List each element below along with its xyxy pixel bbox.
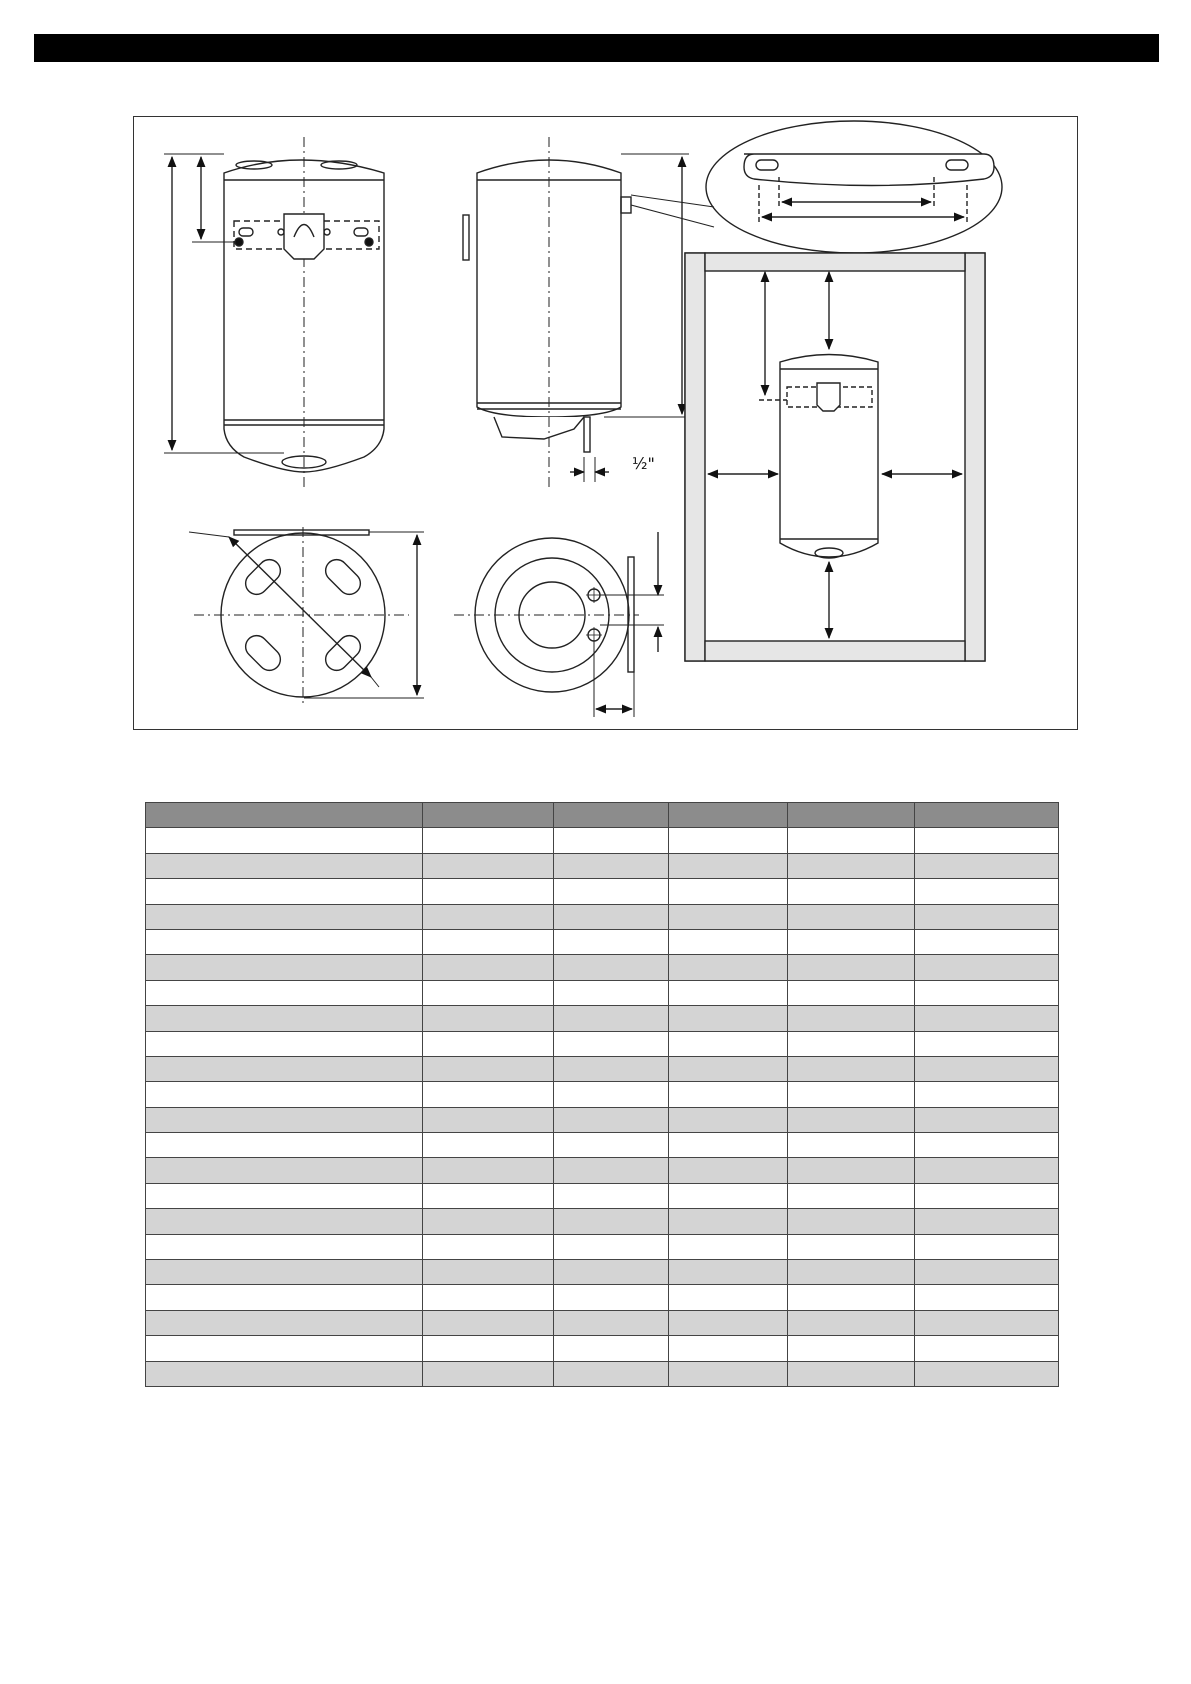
table-cell bbox=[915, 1133, 1059, 1158]
table-cell bbox=[554, 1234, 669, 1259]
table-cell bbox=[146, 1183, 423, 1208]
table-cell bbox=[146, 828, 423, 853]
table-cell bbox=[146, 1209, 423, 1234]
table-cell bbox=[554, 1260, 669, 1285]
table-cell bbox=[422, 1082, 554, 1107]
table-cell bbox=[788, 1234, 915, 1259]
table-cell bbox=[668, 853, 788, 878]
table-cell bbox=[146, 1158, 423, 1183]
table-cell bbox=[788, 929, 915, 954]
table-cell bbox=[554, 1107, 669, 1132]
table-cell bbox=[788, 1260, 915, 1285]
side-view bbox=[463, 137, 689, 487]
table-row bbox=[146, 1234, 1059, 1259]
table-row bbox=[146, 1310, 1059, 1335]
table-cell bbox=[146, 1361, 423, 1386]
table-cell bbox=[915, 1336, 1059, 1361]
table-cell bbox=[915, 1056, 1059, 1081]
table-cell bbox=[422, 1310, 554, 1335]
table-cell bbox=[915, 1260, 1059, 1285]
table-cell bbox=[915, 1082, 1059, 1107]
table-cell bbox=[554, 1361, 669, 1386]
table-cell bbox=[668, 828, 788, 853]
table-cell bbox=[668, 980, 788, 1005]
table-cell bbox=[554, 1336, 669, 1361]
table-cell bbox=[788, 828, 915, 853]
table-row bbox=[146, 1107, 1059, 1132]
table-header-row bbox=[146, 803, 1059, 828]
table-cell bbox=[554, 980, 669, 1005]
table-cell bbox=[668, 1107, 788, 1132]
header-cell bbox=[915, 803, 1059, 828]
table-cell bbox=[422, 828, 554, 853]
table-cell bbox=[915, 955, 1059, 980]
table-cell bbox=[146, 1107, 423, 1132]
table-cell bbox=[668, 1260, 788, 1285]
specifications-table bbox=[145, 802, 1059, 1387]
table-cell bbox=[146, 1310, 423, 1335]
table-cell bbox=[915, 1285, 1059, 1310]
table-cell bbox=[788, 1310, 915, 1335]
table-cell bbox=[668, 1209, 788, 1234]
table-cell bbox=[554, 955, 669, 980]
top-view bbox=[189, 527, 424, 707]
table-cell bbox=[788, 904, 915, 929]
table-cell bbox=[668, 879, 788, 904]
table-cell bbox=[668, 1133, 788, 1158]
bottom-view bbox=[454, 532, 664, 717]
table-cell bbox=[915, 980, 1059, 1005]
table-row bbox=[146, 1285, 1059, 1310]
table-cell bbox=[788, 1361, 915, 1386]
table-cell bbox=[915, 853, 1059, 878]
table-cell bbox=[146, 1234, 423, 1259]
table-cell bbox=[668, 1158, 788, 1183]
table-cell bbox=[788, 1285, 915, 1310]
table-cell bbox=[146, 879, 423, 904]
table-cell bbox=[668, 1336, 788, 1361]
table-cell bbox=[146, 853, 423, 878]
table-row bbox=[146, 1260, 1059, 1285]
table-cell bbox=[915, 1310, 1059, 1335]
table-cell bbox=[668, 1361, 788, 1386]
table-cell bbox=[422, 879, 554, 904]
table-cell bbox=[422, 1209, 554, 1234]
table-row bbox=[146, 904, 1059, 929]
table-cell bbox=[668, 1310, 788, 1335]
table-cell bbox=[915, 1183, 1059, 1208]
table-cell bbox=[915, 1209, 1059, 1234]
table-cell bbox=[668, 929, 788, 954]
table-cell bbox=[554, 1183, 669, 1208]
table-cell bbox=[422, 904, 554, 929]
table-cell bbox=[668, 1082, 788, 1107]
table-cell bbox=[915, 1031, 1059, 1056]
table-cell bbox=[422, 929, 554, 954]
table-row bbox=[146, 828, 1059, 853]
table-row bbox=[146, 1336, 1059, 1361]
table-cell bbox=[668, 1006, 788, 1031]
table-cell bbox=[915, 1234, 1059, 1259]
header-cell bbox=[668, 803, 788, 828]
table-cell bbox=[422, 1158, 554, 1183]
table-row bbox=[146, 1361, 1059, 1386]
table-row bbox=[146, 1056, 1059, 1081]
table-cell bbox=[422, 1260, 554, 1285]
dimension-diagram bbox=[133, 116, 1078, 730]
table-cell bbox=[422, 1006, 554, 1031]
table-cell bbox=[668, 1183, 788, 1208]
table-row bbox=[146, 853, 1059, 878]
table-cell bbox=[554, 1082, 669, 1107]
table-cell bbox=[146, 1285, 423, 1310]
table-cell bbox=[422, 1336, 554, 1361]
table-cell bbox=[554, 1158, 669, 1183]
table-cell bbox=[146, 1336, 423, 1361]
pipe-thread-label: ½" bbox=[632, 454, 655, 473]
table-cell bbox=[554, 904, 669, 929]
table-cell bbox=[146, 1031, 423, 1056]
table-cell bbox=[554, 1006, 669, 1031]
table-cell bbox=[788, 1209, 915, 1234]
table-row bbox=[146, 929, 1059, 954]
table-cell bbox=[788, 1133, 915, 1158]
table-cell bbox=[554, 1310, 669, 1335]
header-cell bbox=[146, 803, 423, 828]
table-cell bbox=[422, 1056, 554, 1081]
table-row bbox=[146, 1031, 1059, 1056]
dimension-drawings bbox=[134, 117, 1077, 729]
table-cell bbox=[788, 1082, 915, 1107]
table-cell bbox=[668, 955, 788, 980]
table-cell bbox=[422, 1234, 554, 1259]
table-cell bbox=[554, 929, 669, 954]
table-cell bbox=[422, 853, 554, 878]
table-cell bbox=[422, 1285, 554, 1310]
table-cell bbox=[554, 828, 669, 853]
table-cell bbox=[554, 1056, 669, 1081]
table-cell bbox=[668, 1285, 788, 1310]
table-cell bbox=[788, 1107, 915, 1132]
table-row bbox=[146, 1183, 1059, 1208]
table-cell bbox=[915, 879, 1059, 904]
table-cell bbox=[422, 1133, 554, 1158]
table-cell bbox=[668, 1234, 788, 1259]
table-cell bbox=[915, 929, 1059, 954]
installation-clearance bbox=[685, 253, 985, 661]
table-cell bbox=[146, 1260, 423, 1285]
table-cell bbox=[146, 1056, 423, 1081]
table-cell bbox=[554, 879, 669, 904]
table-row bbox=[146, 1133, 1059, 1158]
table-cell bbox=[422, 980, 554, 1005]
header-cell bbox=[788, 803, 915, 828]
header-cell bbox=[554, 803, 669, 828]
table-cell bbox=[668, 1056, 788, 1081]
table-cell bbox=[146, 980, 423, 1005]
table-cell bbox=[146, 955, 423, 980]
table-cell bbox=[554, 1031, 669, 1056]
table-row bbox=[146, 980, 1059, 1005]
table-row bbox=[146, 1158, 1059, 1183]
table-cell bbox=[788, 1183, 915, 1208]
table-cell bbox=[915, 904, 1059, 929]
table-cell bbox=[788, 1158, 915, 1183]
table-row bbox=[146, 1209, 1059, 1234]
table-cell bbox=[788, 853, 915, 878]
table-cell bbox=[788, 1336, 915, 1361]
table-cell bbox=[554, 1209, 669, 1234]
table-cell bbox=[915, 828, 1059, 853]
table-cell bbox=[554, 1133, 669, 1158]
table-cell bbox=[915, 1107, 1059, 1132]
table-cell bbox=[146, 904, 423, 929]
table-cell bbox=[788, 955, 915, 980]
table-cell bbox=[788, 879, 915, 904]
table-cell bbox=[788, 1056, 915, 1081]
table-cell bbox=[146, 929, 423, 954]
table-cell bbox=[422, 1031, 554, 1056]
table-cell bbox=[915, 1158, 1059, 1183]
table-cell bbox=[554, 1285, 669, 1310]
table-row bbox=[146, 879, 1059, 904]
table-cell bbox=[668, 904, 788, 929]
table-row bbox=[146, 1006, 1059, 1031]
table-cell bbox=[422, 955, 554, 980]
table-cell bbox=[554, 853, 669, 878]
table-cell bbox=[146, 1133, 423, 1158]
table-cell bbox=[146, 1082, 423, 1107]
table-cell bbox=[788, 980, 915, 1005]
table-row bbox=[146, 955, 1059, 980]
table-cell bbox=[915, 1006, 1059, 1031]
table-cell bbox=[668, 1031, 788, 1056]
table-cell bbox=[422, 1183, 554, 1208]
front-view bbox=[164, 137, 384, 487]
table-cell bbox=[422, 1361, 554, 1386]
header-bar bbox=[34, 34, 1159, 62]
bracket-detail bbox=[631, 121, 1002, 253]
table-cell bbox=[788, 1031, 915, 1056]
header-cell bbox=[422, 803, 554, 828]
table-cell bbox=[788, 1006, 915, 1031]
table-cell bbox=[422, 1107, 554, 1132]
table-cell bbox=[146, 1006, 423, 1031]
table-row bbox=[146, 1082, 1059, 1107]
table-cell bbox=[915, 1361, 1059, 1386]
